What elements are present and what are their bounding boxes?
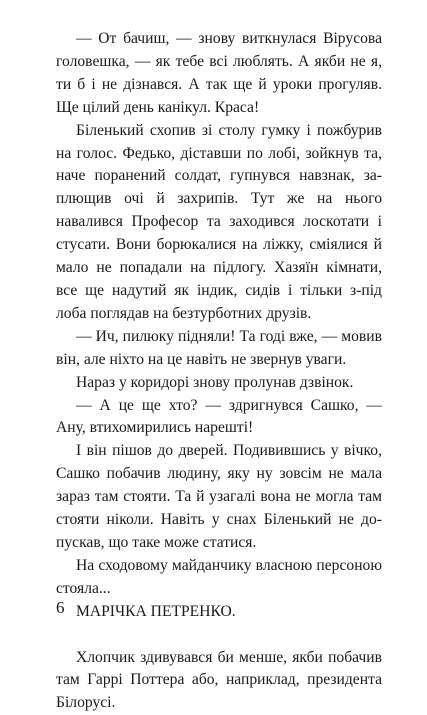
paragraph: Хлопчик здивувався би менше, якби побачив там Гаррі Поттера або, наприклад, президента Білорусі. <box>56 648 382 712</box>
paragraph: МАРІЧКА ПЕТРЕНКО. <box>76 602 236 620</box>
paragraph: Біленький схопив зі столу гумку і пожбурив на голос. Федько, діставши по лобі, зойкнув та, наче поранений солдат, гупнувся навзнак, заплющив очі й захрипів. Тут же на нього навалився Професор та заходився лоскотати і стусати. Вони борюкалися на ліжку, сміялися й мало не попадали на підлогу. Хазяїн кімнати, все ще надутий як індик, сидів і тільки з-під лоба поглядав на безтурботних друзів. <box>56 121 382 322</box>
paragraph: На сходовому майданчику власною персоною стояла... <box>56 556 382 597</box>
page-text <box>56 28 382 715</box>
paragraph: — Ич, пилюку підняли! Та годі вже, — мовив він, але ніхто на це навіть не звернув уваги. <box>56 327 382 368</box>
paragraph: Нараз у коридорі знову пролунав дзвінок. <box>76 373 354 391</box>
page-number: 6 <box>56 598 65 617</box>
paragraph: — А це ще хто? — здригнувся Сашко, — Ану, втихомирились нарешті! <box>56 396 382 437</box>
paragraph: — От бачиш, — знову виткнулася Вірусова головешка, — як тебе всі люблять. А якби не я, ти б і не дізнався. А так ще й уроки прогуляв. Ще цілий день канікул. Краса! <box>56 30 382 116</box>
paragraph: І він пішов до дверей. Подивившись у вічко, Сашко побачив людину, яку ну зовсім не мала зараз там стояти. Та й узагалі вона не могла там стояти ніколи. Навіть у снах Біленький не допускав, що таке може статися. <box>56 442 382 551</box>
